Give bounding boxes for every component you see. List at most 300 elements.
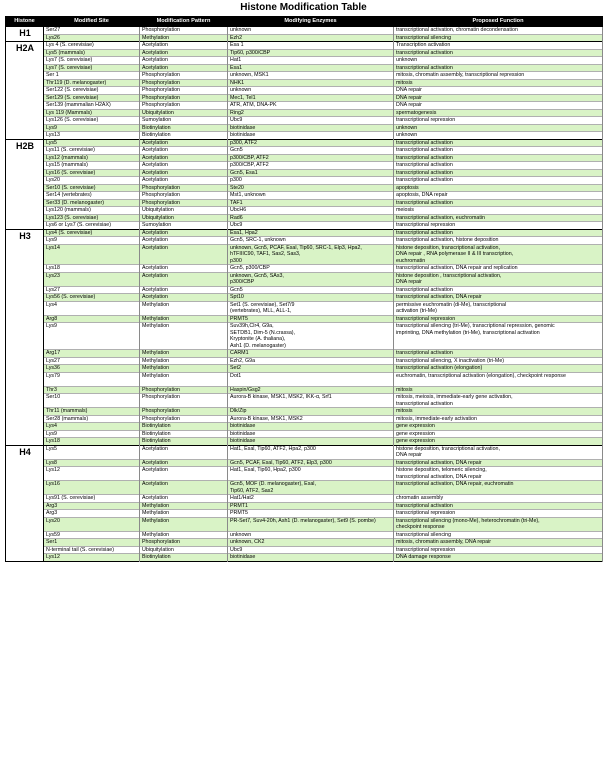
modification-pattern-cell (140, 117, 228, 125)
modifying-enzymes-cell (228, 162, 394, 170)
cell-text: transcriptional activation (396, 49, 453, 56)
modified-site-cell (44, 502, 140, 510)
cell-text: (vertebrates), MLL, ALL-1, (230, 308, 292, 314)
cell-text: unknown (230, 531, 252, 538)
proposed-function-cell (394, 199, 603, 207)
modification-pattern-cell (140, 408, 228, 416)
table-row (6, 467, 603, 481)
cell-text: transcriptional activation (396, 229, 453, 236)
cell-text: Ser1 (46, 539, 58, 545)
modification-pattern-cell (140, 199, 228, 207)
table-row (6, 177, 603, 185)
proposed-function-cell (394, 415, 603, 423)
modification-pattern-cell (140, 315, 228, 323)
cell-text: apoptosis, DNA repair (396, 192, 448, 198)
table-row (6, 237, 603, 245)
cell-text: Acetylation (142, 265, 168, 271)
modification-pattern-cell (140, 49, 228, 57)
proposed-function-cell (394, 79, 603, 87)
modifying-enzymes-cell (228, 554, 394, 562)
cell-text: Acetylation (142, 147, 168, 153)
table-row (6, 229, 603, 237)
modifying-enzymes-cell (228, 301, 394, 315)
modification-pattern-cell (140, 244, 228, 265)
cell-text: transcriptional activation (396, 64, 453, 71)
modifying-enzymes-cell (228, 495, 394, 503)
table-row (6, 184, 603, 192)
cell-text: biotinidase (230, 554, 256, 560)
modifying-enzymes-cell (228, 102, 394, 110)
table-row (6, 423, 603, 431)
modified-site-cell (44, 539, 140, 547)
proposed-function-cell (394, 445, 603, 459)
table-row (6, 265, 603, 273)
table-row (6, 34, 603, 42)
table-row (6, 459, 603, 467)
modified-site-cell (44, 350, 140, 358)
table-row (6, 147, 603, 155)
cell-text: transcriptional activation (396, 169, 453, 176)
cell-text: Methylation (142, 510, 170, 516)
cell-text: Lys12 (46, 554, 60, 560)
proposed-function-cell (394, 124, 603, 132)
modifying-enzymes-cell (228, 481, 394, 495)
cell-text: Arg3 (46, 510, 58, 516)
cell-text: Transcription activation (396, 42, 451, 48)
cell-text: Acetylation (142, 64, 168, 71)
cell-text: Phosphorylation (142, 94, 180, 101)
cell-text: permissive euchromatin (di-Me), transcriptional (396, 301, 507, 308)
proposed-function-cell (394, 539, 603, 547)
cell-text: Phosphorylation (142, 199, 180, 206)
modifying-enzymes-cell (228, 27, 394, 35)
cell-text: Suv39h,Clr4, G9a, (230, 323, 274, 329)
modifying-enzymes-cell (228, 510, 394, 518)
cell-text: transcriptional activation (396, 147, 453, 153)
cell-text: Lys18 (46, 265, 60, 271)
cell-text: histone deposition, transcriptional activation, (396, 445, 500, 452)
modified-site-cell (44, 415, 140, 423)
cell-text: TAF1 (230, 199, 243, 206)
proposed-function-cell (394, 502, 603, 510)
proposed-function-cell (394, 117, 603, 125)
modified-site-cell (44, 42, 140, 50)
cell-text: p300 (230, 257, 242, 264)
cell-text: Acetylation (142, 445, 168, 452)
table-row (6, 169, 603, 177)
modified-site-cell (44, 72, 140, 80)
proposed-function-cell (394, 57, 603, 65)
table-row (6, 214, 603, 222)
cell-text: apoptosis (396, 184, 419, 191)
modification-pattern-cell (140, 531, 228, 539)
cell-text: transcriptional silencing, X inactivation (tri-Me) (396, 357, 505, 364)
table-row (6, 72, 603, 80)
cell-text: Phosphorylation (142, 72, 180, 78)
modification-pattern-cell (140, 365, 228, 373)
column-header-modifying-enzymes: Modifying Enzymes (228, 17, 394, 27)
cell-text: transcriptional repression (396, 546, 456, 553)
proposed-function-cell (394, 554, 603, 562)
cell-text: Aurora-B kinase, MSK1, MSK2, IKK-α, Srf1 (230, 394, 332, 400)
table-row (6, 350, 603, 358)
table-row (6, 109, 603, 117)
cell-text: Ring2 (230, 109, 244, 116)
cell-text: unknown (396, 132, 418, 138)
cell-text: Gcn5, PCAF, Esal, Tip60, ATF2, Elp3, p300 (230, 459, 332, 466)
table-row (6, 415, 603, 423)
cell-text: Phosphorylation (142, 184, 180, 191)
cell-text: Ser10 (46, 394, 61, 400)
cell-text: Lys18 (46, 438, 60, 444)
proposed-function-cell (394, 459, 603, 467)
modified-site-cell (44, 214, 140, 222)
cell-text: DNA repair (396, 102, 422, 108)
table-row (6, 132, 603, 140)
cell-text: Methylation (142, 365, 170, 371)
cell-text: Acetylation (142, 237, 168, 243)
cell-text (396, 488, 601, 495)
modifying-enzymes-cell (228, 192, 394, 200)
cell-text: Phosphorylation (142, 87, 180, 93)
modifying-enzymes-cell (228, 94, 394, 102)
cell-text: Lys8 (46, 459, 57, 466)
modification-pattern-cell (140, 87, 228, 95)
modifying-enzymes-cell (228, 244, 394, 265)
modification-pattern-cell (140, 102, 228, 110)
table-row (6, 502, 603, 510)
cell-text: Lys11 (S. cerevisiae) (46, 147, 95, 153)
modified-site-cell (44, 386, 140, 394)
modifying-enzymes-cell (228, 438, 394, 446)
cell-text: gene expression (396, 430, 435, 437)
cell-text: unknown (230, 87, 252, 93)
modifying-enzymes-cell (228, 430, 394, 438)
cell-text: Lys120 (mammals) (46, 207, 91, 213)
cell-text: Lys9 (46, 124, 57, 131)
cell-text: Gcn5 (230, 147, 243, 153)
cell-text: Ser122 (S. cerevisiae) (46, 87, 99, 93)
cell-text: Mst1, unknown (230, 192, 266, 198)
cell-text: transcriptional silencing (396, 531, 452, 538)
cell-text: Tip60, p300/CBP (230, 49, 271, 56)
modified-site-cell (44, 57, 140, 65)
cell-text: Sumoylation (142, 117, 172, 123)
modification-pattern-cell (140, 294, 228, 302)
proposed-function-cell (394, 350, 603, 358)
modified-site-cell (44, 531, 140, 539)
modification-pattern-cell (140, 386, 228, 394)
modification-pattern-cell (140, 34, 228, 42)
table-row (6, 315, 603, 323)
histone-label: H2A (6, 42, 44, 140)
modifying-enzymes-cell (228, 415, 394, 423)
cell-text: Methylation (142, 357, 170, 364)
histone-label: H4 (6, 445, 44, 561)
modification-pattern-cell (140, 64, 228, 72)
modification-pattern-cell (140, 57, 228, 65)
histone-modification-table (5, 16, 603, 562)
cell-text: Lys12 (46, 467, 60, 473)
proposed-function-cell (394, 162, 603, 170)
modified-site-cell (44, 229, 140, 237)
cell-text: Ser27 (46, 27, 61, 33)
modifying-enzymes-cell (228, 386, 394, 394)
modifying-enzymes-cell (228, 294, 394, 302)
cell-text: Lys20 (46, 517, 60, 524)
cell-text: transcriptional activation (396, 286, 453, 293)
table-row (6, 365, 603, 373)
cell-text: Hat1, Esal, Tip60, Hpa2, p300 (230, 467, 301, 473)
modification-pattern-cell (140, 423, 228, 431)
table-row (6, 546, 603, 554)
modifying-enzymes-cell (228, 72, 394, 80)
modifying-enzymes-cell (228, 222, 394, 230)
cell-text (396, 379, 601, 386)
table-row (6, 244, 603, 265)
cell-text: Lys7 (S. cerevisiae) (46, 57, 93, 63)
modified-site-cell (44, 294, 140, 302)
cell-text: Acetylation (142, 49, 168, 56)
cell-text: Acetylation (142, 229, 168, 236)
table-row (6, 539, 603, 547)
modified-site-cell (44, 272, 140, 286)
modified-site-cell (44, 357, 140, 365)
cell-text: CARM1 (230, 350, 249, 356)
proposed-function-cell (394, 386, 603, 394)
table-row (6, 79, 603, 87)
table-row (6, 87, 603, 95)
modification-pattern-cell (140, 445, 228, 459)
cell-text: unknown, Gcn5, SAs3, (230, 272, 284, 279)
cell-text: Acetylation (142, 244, 168, 251)
proposed-function-cell (394, 510, 603, 518)
proposed-function-cell (394, 323, 603, 350)
modification-pattern-cell (140, 357, 228, 365)
modified-site-cell (44, 34, 140, 42)
column-header-modification-pattern: Modification Pattern (140, 17, 228, 27)
cell-text: Biotinylation (142, 554, 171, 560)
modifying-enzymes-cell (228, 199, 394, 207)
cell-text: transcriptional repression (396, 315, 456, 322)
modifying-enzymes-cell (228, 214, 394, 222)
modified-site-cell (44, 184, 140, 192)
cell-text: Tip60, ATF2, Sas2 (230, 487, 274, 494)
modified-site-cell (44, 199, 140, 207)
cell-text: transcriptional activation, DNA repair (396, 473, 482, 480)
modifying-enzymes-cell (228, 357, 394, 365)
modification-pattern-cell (140, 502, 228, 510)
modified-site-cell (44, 237, 140, 245)
modifying-enzymes-cell (228, 539, 394, 547)
cell-text: Lys12 (mammals) (46, 154, 88, 161)
cell-text: Lys9 (46, 237, 57, 243)
table-row (6, 49, 603, 57)
table-body (6, 27, 603, 562)
cell-text: Methylation (142, 315, 170, 322)
proposed-function-cell (394, 357, 603, 365)
cell-text: Lys91 (S. cerevisiae) (46, 495, 96, 501)
table-row (6, 117, 603, 125)
cell-text: Lys4 (46, 423, 57, 429)
cell-text: unknown (230, 27, 252, 33)
cell-text: PR-Set7, Suv4-20h, Ash1 (D. melanogaster), Set9 (S. pombe) (230, 517, 376, 524)
cell-text: Gcn5, p300/CBP (230, 265, 270, 271)
cell-text: transcriptional activation (396, 154, 453, 161)
modifying-enzymes-cell (228, 372, 394, 386)
proposed-function-cell (394, 372, 603, 386)
modified-site-cell (44, 207, 140, 215)
cell-text: Phosphorylation (142, 539, 180, 545)
cell-text: DNA repair (396, 94, 422, 101)
modification-pattern-cell (140, 192, 228, 200)
modification-pattern-cell (140, 372, 228, 386)
cell-text: transcriptional silencing (396, 34, 452, 41)
histone-label: H1 (6, 27, 44, 42)
cell-text: Ser10 (S. cerevisiae) (46, 184, 96, 191)
modifying-enzymes-cell (228, 154, 394, 162)
modification-pattern-cell (140, 214, 228, 222)
modified-site-cell (44, 265, 140, 273)
table-row (6, 323, 603, 350)
proposed-function-cell (394, 49, 603, 57)
cell-text: Phosphorylation (142, 192, 180, 198)
modified-site-cell (44, 546, 140, 554)
cell-text: biotinidase (230, 430, 256, 437)
modifying-enzymes-cell (228, 42, 394, 50)
modifying-enzymes-cell (228, 147, 394, 155)
cell-text: mitosis, chromatin assembly, DNA repair (396, 539, 491, 545)
cell-text: Phosphorylation (142, 394, 180, 400)
modified-site-cell (44, 423, 140, 431)
modifying-enzymes-cell (228, 57, 394, 65)
cell-text: imprinting, DNA methylation (tri-Me), transcriptional activation (396, 329, 540, 336)
table-row (6, 301, 603, 315)
cell-text: Lys5 (46, 445, 57, 452)
table-row (6, 94, 603, 102)
proposed-function-cell (394, 147, 603, 155)
cell-text: Ash1 (D. melanogaster) (230, 342, 286, 349)
cell-text: mitosis (396, 386, 413, 393)
cell-text: Methylation (142, 323, 170, 329)
cell-text: transcriptional activation, DNA repair and replication (396, 265, 518, 271)
cell-text: mitosis (396, 408, 413, 414)
cell-text: PRMT5 (230, 315, 248, 322)
modified-site-cell (44, 365, 140, 373)
cell-text: chromatin assembly (396, 495, 444, 501)
modifying-enzymes-cell (228, 169, 394, 177)
cell-text: PRMT1 (230, 502, 248, 509)
modified-site-cell (44, 117, 140, 125)
cell-text: Lys 119 (Mammals) (46, 109, 92, 116)
modification-pattern-cell (140, 467, 228, 481)
cell-text: Ezh2, G9a (230, 357, 256, 364)
cell-text: Acetylation (142, 154, 168, 161)
cell-text: unknown, CK2 (230, 539, 265, 545)
modifying-enzymes-cell (228, 394, 394, 408)
proposed-function-cell (394, 394, 603, 408)
table-row (6, 64, 603, 72)
modified-site-cell (44, 109, 140, 117)
proposed-function-cell (394, 272, 603, 286)
modification-pattern-cell (140, 459, 228, 467)
modification-pattern-cell (140, 42, 228, 50)
table-row (6, 510, 603, 518)
cell-text: transcriptional repression (396, 222, 456, 228)
modification-pattern-cell (140, 177, 228, 185)
cell-text: Lys79 (46, 372, 60, 379)
cell-text: DNA repair (396, 87, 422, 93)
table-row (6, 517, 603, 531)
cell-text: Lys15 (mammals) (46, 162, 88, 168)
cell-text: Biotinylation (142, 423, 171, 429)
cell-text: mitosis (396, 79, 413, 86)
proposed-function-cell (394, 177, 603, 185)
cell-text: Acetylation (142, 162, 168, 168)
modifying-enzymes-cell (228, 79, 394, 87)
modified-site-cell (44, 467, 140, 481)
modified-site-cell (44, 94, 140, 102)
table-row (6, 42, 603, 50)
modifying-enzymes-cell (228, 117, 394, 125)
proposed-function-cell (394, 169, 603, 177)
modification-pattern-cell (140, 169, 228, 177)
proposed-function-cell (394, 495, 603, 503)
cell-text: Ser 1 (46, 72, 59, 78)
modification-pattern-cell (140, 124, 228, 132)
cell-text: Lys13 (46, 132, 60, 138)
cell-text: gene expression (396, 438, 435, 444)
cell-text: N-terminal tail (S. cerevisiae) (46, 546, 114, 553)
proposed-function-cell (394, 229, 603, 237)
cell-text: Spt10 (230, 294, 244, 300)
modification-pattern-cell (140, 79, 228, 87)
modification-pattern-cell (140, 184, 228, 192)
table-row (6, 207, 603, 215)
cell-text: Esa1, Hpa2 (230, 229, 258, 236)
cell-text: unknown (396, 57, 418, 63)
modification-pattern-cell (140, 154, 228, 162)
modified-site-cell (44, 87, 140, 95)
modifying-enzymes-cell (228, 423, 394, 431)
modification-pattern-cell (140, 495, 228, 503)
proposed-function-cell (394, 365, 603, 373)
cell-text: mitosis, meiosis, immediate-early gene activation, (396, 394, 513, 400)
cell-text: Gcn5, Esa1 (230, 169, 258, 176)
modification-pattern-cell (140, 139, 228, 147)
proposed-function-cell (394, 34, 603, 42)
cell-text: p300, ATF2 (230, 139, 257, 146)
cell-text: DNA repair (396, 279, 422, 285)
proposed-function-cell (394, 438, 603, 446)
cell-text: euchromatin, transcriptional activation (elongation), checkpoint response (396, 372, 566, 379)
cell-text: p300 (230, 177, 242, 183)
table-row (6, 102, 603, 110)
table-row (6, 394, 603, 408)
table-row (6, 139, 603, 147)
modifying-enzymes-cell (228, 64, 394, 72)
modification-pattern-cell (140, 350, 228, 358)
modified-site-cell (44, 132, 140, 140)
modifying-enzymes-cell (228, 177, 394, 185)
modification-pattern-cell (140, 394, 228, 408)
modifying-enzymes-cell (228, 229, 394, 237)
cell-text: transcriptional silencing (mono-Me), heterochromatin (tri-Me), (396, 517, 540, 524)
cell-text: Phosphorylation (142, 79, 180, 86)
table-row (6, 57, 603, 65)
cell-text: Ubiquitylation (142, 207, 174, 213)
modification-pattern-cell (140, 94, 228, 102)
